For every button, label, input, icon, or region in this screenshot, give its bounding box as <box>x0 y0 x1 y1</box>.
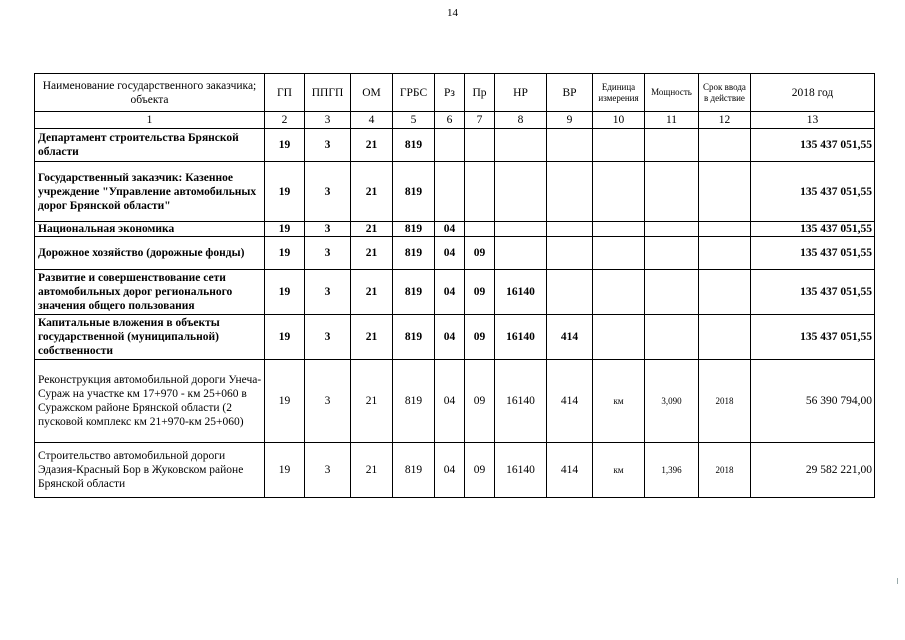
cell-nr <box>495 222 547 237</box>
cell-vr: 414 <box>547 360 593 443</box>
cell-pr <box>465 129 495 162</box>
cell-vr: 414 <box>547 315 593 360</box>
cell-ppgp: 3 <box>305 237 351 270</box>
cell-ppgp: 3 <box>305 222 351 237</box>
table-row <box>35 360 875 443</box>
cell-om: 21 <box>351 443 393 498</box>
header-pr: Пр <box>465 74 495 112</box>
cell-om: 21 <box>351 315 393 360</box>
column-number: 4 <box>351 112 393 129</box>
cell-grbs: 819 <box>393 360 435 443</box>
cell-name: Реконструкция автомобильной дороги Унеча-Сураж на участке км 17+970 - км 25+060 в Суражском районе Брянской области (2 пусковой комплекс км 21+970-км 25+060) <box>35 360 265 443</box>
cell-nr: 16140 <box>495 315 547 360</box>
cell-unit: км <box>593 360 645 443</box>
cell-commission-date: 2018 <box>699 360 751 443</box>
table-row <box>35 270 875 315</box>
cell-ppgp: 3 <box>305 129 351 162</box>
cell-om: 21 <box>351 237 393 270</box>
cell-capacity: 3,090 <box>645 360 699 443</box>
cell-gp: 19 <box>265 222 305 237</box>
cell-ppgp: 3 <box>305 443 351 498</box>
cell-capacity <box>645 270 699 315</box>
column-number: 10 <box>593 112 645 129</box>
cell-capacity <box>645 222 699 237</box>
cell-ppgp: 3 <box>305 360 351 443</box>
cell-gp: 19 <box>265 237 305 270</box>
cell-name: Национальная экономика <box>35 222 265 237</box>
header-ppgp: ППГП <box>305 74 351 112</box>
header-gp: ГП <box>265 74 305 112</box>
cell-unit: км <box>593 443 645 498</box>
header-rz: Рз <box>435 74 465 112</box>
table-row <box>35 129 875 162</box>
cell-capacity <box>645 129 699 162</box>
cell-om: 21 <box>351 360 393 443</box>
cell-ppgp: 3 <box>305 315 351 360</box>
cell-pr: 09 <box>465 270 495 315</box>
cell-nr <box>495 162 547 222</box>
table-row <box>35 443 875 498</box>
cell-pr <box>465 222 495 237</box>
cell-commission-date <box>699 315 751 360</box>
cell-vr: 414 <box>547 443 593 498</box>
cell-pr: 09 <box>465 237 495 270</box>
cell-amount: 135 437 051,55 <box>751 270 875 315</box>
cell-grbs: 819 <box>393 222 435 237</box>
header-name: Наименование государственного заказчика; объекта <box>35 74 265 112</box>
cell-vr <box>547 237 593 270</box>
cell-rz: 04 <box>435 270 465 315</box>
cell-commission-date <box>699 162 751 222</box>
cell-vr <box>547 270 593 315</box>
table-row <box>35 222 875 237</box>
cell-om: 21 <box>351 129 393 162</box>
cell-ppgp: 3 <box>305 270 351 315</box>
header-grbs: ГРБС <box>393 74 435 112</box>
cell-om: 21 <box>351 270 393 315</box>
header-row <box>35 74 875 112</box>
table-row <box>35 237 875 270</box>
column-number: 9 <box>547 112 593 129</box>
header-om: ОМ <box>351 74 393 112</box>
cell-amount: 135 437 051,55 <box>751 129 875 162</box>
cell-commission-date <box>699 270 751 315</box>
cell-rz <box>435 129 465 162</box>
cell-commission-date <box>699 129 751 162</box>
cell-commission-date <box>699 237 751 270</box>
header-vr: ВР <box>547 74 593 112</box>
column-number: 6 <box>435 112 465 129</box>
column-number: 7 <box>465 112 495 129</box>
cell-amount: 56 390 794,00 <box>751 360 875 443</box>
scan-mark <box>897 578 898 584</box>
cell-nr: 16140 <box>495 360 547 443</box>
cell-unit <box>593 270 645 315</box>
cell-capacity: 1,396 <box>645 443 699 498</box>
cell-nr <box>495 129 547 162</box>
cell-amount: 29 582 221,00 <box>751 443 875 498</box>
cell-name: Департамент строительства Брянской области <box>35 129 265 162</box>
cell-om: 21 <box>351 162 393 222</box>
cell-capacity <box>645 237 699 270</box>
cell-grbs: 819 <box>393 270 435 315</box>
cell-rz: 04 <box>435 222 465 237</box>
page-number: 14 <box>447 7 458 19</box>
cell-gp: 19 <box>265 360 305 443</box>
cell-grbs: 819 <box>393 129 435 162</box>
cell-vr <box>547 222 593 237</box>
cell-unit <box>593 315 645 360</box>
cell-nr <box>495 237 547 270</box>
cell-pr <box>465 162 495 222</box>
budget-table <box>34 73 875 498</box>
cell-rz: 04 <box>435 443 465 498</box>
cell-unit <box>593 222 645 237</box>
cell-amount: 135 437 051,55 <box>751 162 875 222</box>
cell-grbs: 819 <box>393 443 435 498</box>
cell-gp: 19 <box>265 129 305 162</box>
cell-name: Дорожное хозяйство (дорожные фонды) <box>35 237 265 270</box>
cell-rz <box>435 162 465 222</box>
cell-grbs: 819 <box>393 162 435 222</box>
cell-unit <box>593 129 645 162</box>
cell-grbs: 819 <box>393 315 435 360</box>
header-commission-date: Срок ввода в действие <box>699 74 751 112</box>
cell-name: Развитие и совершенствование сети автомобильных дорог регионального значения общего пользования <box>35 270 265 315</box>
table-row <box>35 162 875 222</box>
cell-ppgp: 3 <box>305 162 351 222</box>
column-number: 13 <box>751 112 875 129</box>
table-row <box>35 315 875 360</box>
cell-gp: 19 <box>265 443 305 498</box>
column-number-row <box>35 112 875 129</box>
column-number: 3 <box>305 112 351 129</box>
cell-vr <box>547 162 593 222</box>
header-unit: Единица измерения <box>593 74 645 112</box>
cell-name: Капитальные вложения в объекты государственной (муниципальной) собственности <box>35 315 265 360</box>
header-nr: НР <box>495 74 547 112</box>
header-year: 2018 год <box>751 74 875 112</box>
cell-capacity <box>645 315 699 360</box>
column-number: 5 <box>393 112 435 129</box>
column-number: 11 <box>645 112 699 129</box>
cell-grbs: 819 <box>393 237 435 270</box>
column-number: 12 <box>699 112 751 129</box>
cell-name: Строительство автомобильной дороги Эдазия-Красный Бор в Жуковском районе Брянской области <box>35 443 265 498</box>
cell-amount: 135 437 051,55 <box>751 315 875 360</box>
cell-nr: 16140 <box>495 270 547 315</box>
cell-pr: 09 <box>465 360 495 443</box>
cell-nr: 16140 <box>495 443 547 498</box>
cell-amount: 135 437 051,55 <box>751 222 875 237</box>
column-number: 2 <box>265 112 305 129</box>
cell-unit <box>593 237 645 270</box>
column-number: 1 <box>35 112 265 129</box>
cell-amount: 135 437 051,55 <box>751 237 875 270</box>
cell-pr: 09 <box>465 315 495 360</box>
cell-name: Государственный заказчик: Казенное учреждение "Управление автомобильных дорог Брянской области" <box>35 162 265 222</box>
cell-gp: 19 <box>265 162 305 222</box>
cell-unit <box>593 162 645 222</box>
cell-pr: 09 <box>465 443 495 498</box>
column-number: 8 <box>495 112 547 129</box>
header-capacity: Мощность <box>645 74 699 112</box>
table-body <box>35 129 875 498</box>
cell-rz: 04 <box>435 315 465 360</box>
cell-gp: 19 <box>265 270 305 315</box>
cell-commission-date: 2018 <box>699 443 751 498</box>
cell-capacity <box>645 162 699 222</box>
cell-rz: 04 <box>435 360 465 443</box>
cell-gp: 19 <box>265 315 305 360</box>
cell-vr <box>547 129 593 162</box>
cell-commission-date <box>699 222 751 237</box>
cell-rz: 04 <box>435 237 465 270</box>
cell-om: 21 <box>351 222 393 237</box>
